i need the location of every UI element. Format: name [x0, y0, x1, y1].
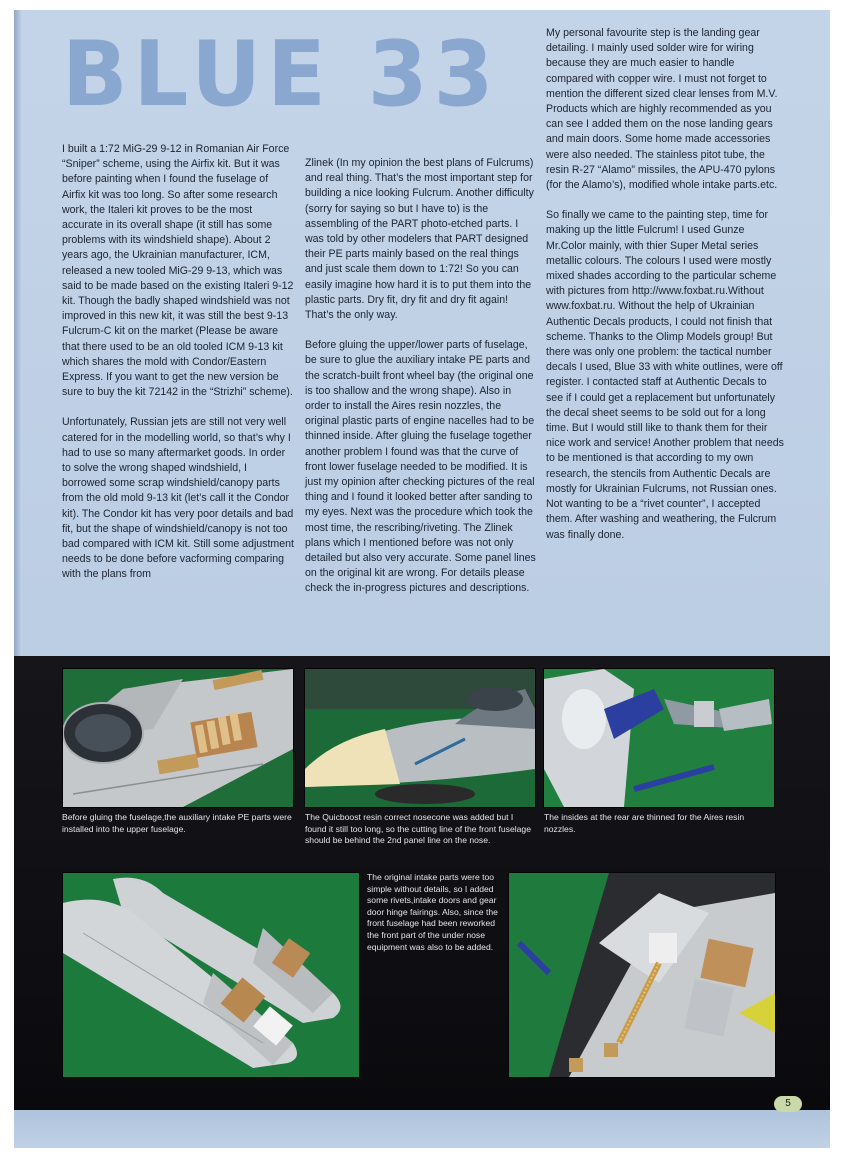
- page-number: 5: [774, 1096, 802, 1112]
- photo-caption: The Quicboost resin correct nosecone was added but I found it still too long, so the cutting line of the front fuselage should be behind the 2nd panel line on the nose.: [305, 812, 531, 846]
- article-title: BLUE 33: [62, 21, 500, 127]
- text-column-3: [546, 26, 784, 558]
- paragraph: Unfortunately, Russian jets are still not very well catered for in the modelling world, so that’s why I had to use so many aftermarket goods. In order to solve the wrong shaped windshield, I borrowed some scrap windshield/canopy parts from the old mold 9-13 kit (let’s call it the Condor kit). The Condor kit has very poor details and bad fit, but the shape of windshield/canopy is not too bad compared with ICM kit. Still some adjustment needs to be done before vacforming comparing with the plans from: [62, 416, 294, 581]
- paragraph: Before gluing the upper/lower parts of fuselage, be sure to glue the auxiliary intake PE parts and the scratch-built front wheel bay (the original one is too shallow and the wrong shape). Also in order to install the Aires resin nozzles, the original plastic parts of engine nacelles had to be thinned inside. After gluing the fuselage together another problem I found was that the curve of front lower fuselage needed to be modified. It is just my opinion after checking pictures of the real thing and I found it looked better after sanding to my eyes. Next was the procedure which took the most time, the rescribing/riveting. The Zlinek plans which I mentioned before was not only detailed but also very accurate. Some panel lines on the original kit are wrong. For details please check the in-progress pictures and descriptions.: [305, 339, 536, 595]
- paragraph: Zlinek (In my opinion the best plans of Fulcrums) and real thing. That’s the most important step for building a nice looking Fulcrum. Another difficulty (sorry for saying so but I have to) is the assembling of the PART photo-etched parts. I was told by other modelers that PART designed their PE parts mainly based on the real things and just scale them down to 1:72! So you can easily imagine how hard it is to put them into the plastic parts. Dry fit, dry fit and dry fit again! That’s the only way.: [305, 157, 534, 322]
- text-column-2: [305, 156, 537, 612]
- photo-underside-landing-gear: [508, 872, 776, 1078]
- photo-caption: The original intake parts were too simple without details, so I added some rivets,intake doors and gear door hinge fairings. Also, since the front fuselage had been reworked the front part of the under nose equipment was also to be added.: [367, 872, 498, 952]
- text-column-1: [62, 142, 294, 598]
- photo-rear-nozzles: [543, 668, 775, 808]
- paragraph: My personal favourite step is the landing gear detailing. I mainly used solder wire for wiring because they are much easier to handle compared with copper wire. I must not forget to mention the different sized clear lenses from M.V. Products which are highly recommended as you can see I added them on the nose landing gears and main doors. Some home made accessories were also needed. The stainless pitot tube, the resin R-27 “Alamo” missiles, the APU-470 pylons (for the Alamo’s), modified whole intake parts.etc.: [546, 27, 778, 192]
- page-footer-band: [14, 1110, 830, 1148]
- magazine-page: [14, 10, 830, 1148]
- photo-caption: The insides at the rear are thinned for the Aires resin nozzles.: [544, 812, 745, 834]
- photo-resin-nosecone: [304, 668, 536, 808]
- paragraph: So finally we came to the painting step, time for making up the little Fulcrum! I used Gunze Mr.Color mainly, with thier Super Metal series metallic colours. The colours I used were mostly mixed shades according to the particular scheme with pictures from http://www.foxbat.ru.Without www.foxbat.ru. Without the help of Ukrainian Authentic Decals products, I could not finish that scheme. Thanks to the Olimp Models group! But there was only one problem: the tactical number decals I used, Blue 33 with white outlines, were off register. I contacted staff at Authentic Decals to see if I could get a replacement but unfortunately the decal sheet seems to be sold out for a long time. But I would still like to thank them for their nice work and service! Another problem that needs to be mentioned is that according to my own research, the stencils from Authentic Decals are mostly for Ukrainian Fulcrums, not Russian ones. Not wanting to be a “rivet counter”, I accepted them. After washing and weathering, the Fulcrum was finally done.: [546, 209, 784, 541]
- paragraph: I built a 1:72 MiG-29 9-12 in Romanian Air Force “Sniper” scheme, using the Airfix kit. But it was before painting when I found the fuselage of Airfix kit was too long. So after some research work, the Italeri kit proves to be the most accurate in its overall shape (it still has some problems with its windshield shape). About 2 years ago, the Ukrainian manufacturer, ICM, released a new tooled MiG-29 9-13, which was said to be made based on the existing Italeri 9-12 kit. Though the badly shaped windshield was not improved in this new kit, it was still the best 9-13 Fulcrum-C kit on the market (Please be aware that there used to be an old tooled ICM 9-13 kit which shares the mold with Condor/Eastern Express. If you want to get the new version be sure to buy the kit 72142 in the “Strizhi” scheme).: [62, 143, 294, 399]
- photo-intake-parts: [62, 872, 360, 1078]
- photo-canopy-pe-parts: [62, 668, 294, 808]
- photo-caption: Before gluing the fuselage,the auxiliary intake PE parts were installed into the upper fuselage.: [62, 812, 292, 834]
